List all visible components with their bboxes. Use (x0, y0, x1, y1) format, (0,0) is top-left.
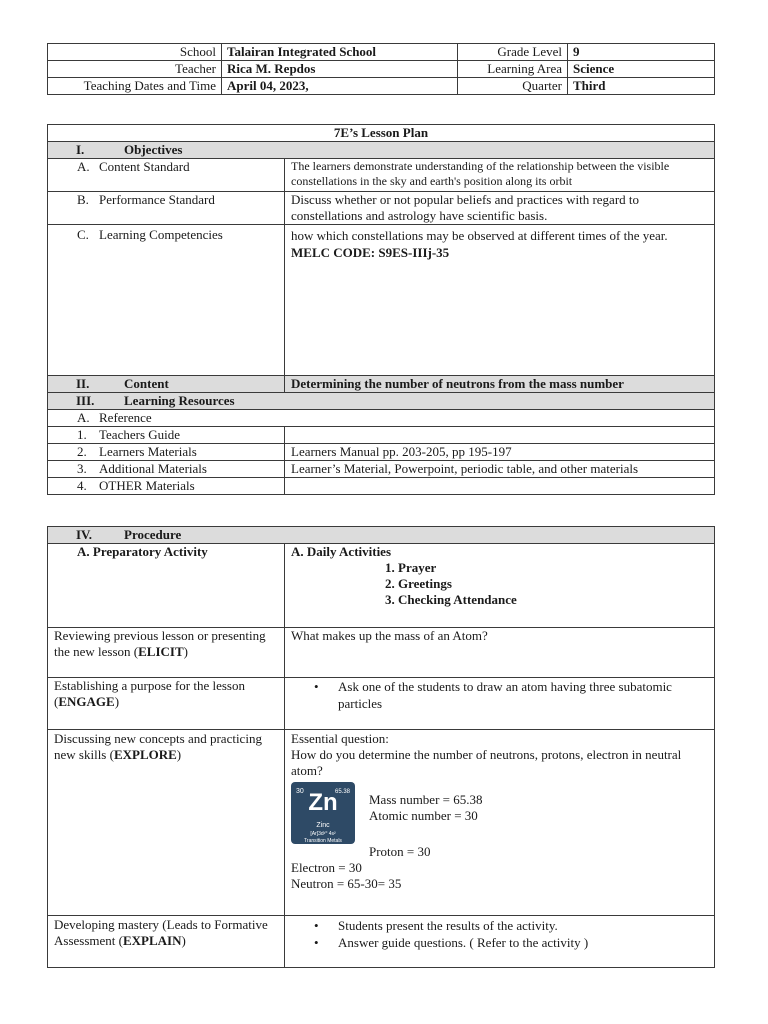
school-value: Talairan Integrated School (222, 44, 458, 61)
learners-materials-label (48, 444, 285, 461)
explore-cell (285, 730, 715, 916)
elicit-text: Reviewing previous lesson or presenting the new lesson ( (54, 628, 266, 659)
reference-text: Reference (99, 410, 152, 425)
list-item: 1. Prayer (385, 560, 437, 575)
content-row (48, 376, 715, 393)
reference-label (48, 410, 715, 427)
procedure-num: IV. (76, 527, 93, 542)
explain-close: ) (181, 933, 186, 948)
tile-atomic-mass: 65.38 (334, 789, 350, 795)
teaching-dates-label: Teaching Dates and Time (48, 78, 222, 95)
elicit-value: What makes up the mass of an Atom? (285, 628, 715, 678)
teacher-value: Rica M. Repdos (222, 61, 458, 78)
grade-level-value: 9 (568, 44, 715, 61)
teacher-label: Teacher (48, 61, 222, 78)
essential-question-label: Essential question: (291, 731, 389, 746)
atomic-number: Atomic number = 30 (369, 808, 478, 823)
quarter-value: Third (568, 78, 715, 95)
objectives-label: Objectives (124, 142, 183, 157)
explain-text: Developing mastery (Leads to Formative Assessment ( (54, 917, 268, 948)
elicit-row (48, 628, 715, 678)
other-materials-row (48, 478, 715, 495)
tile-group: Transition Metals (304, 838, 342, 844)
content-value: Determining the number of neutrons from the mass number (285, 376, 715, 393)
lesson-plan-table (47, 124, 715, 495)
content-label: Content (124, 376, 169, 391)
tile-name: Zinc (316, 822, 330, 829)
content-heading (48, 376, 285, 393)
competencies-label (48, 225, 285, 376)
list-item: 2. Greetings (385, 576, 452, 591)
procedure-table (47, 526, 715, 968)
other-materials-label (48, 478, 285, 495)
objectives-row (48, 142, 715, 159)
engage-close: ) (114, 694, 120, 709)
other-materials-text: OTHER Materials (99, 478, 195, 493)
objectives-heading (48, 142, 715, 159)
content-standard-value: The learners demonstrate understanding of the relationship between the visible constellations in the sky and earth's position along its orbit (285, 159, 715, 192)
zinc-block (291, 782, 708, 844)
engage-cell (285, 678, 715, 730)
elicit-tag: ELICIT (138, 644, 184, 659)
other-materials-value (285, 478, 715, 495)
performance-standard-text: Performance Standard (99, 192, 215, 207)
objectives-num: I. (76, 142, 85, 157)
procedure-heading (48, 527, 715, 544)
preparatory-row (48, 544, 715, 628)
explore-close: ) (176, 747, 182, 762)
additional-materials-num: 3. (77, 461, 87, 476)
essential-question: How do you determine the number of neutrons, protons, electron in neutral atom? (291, 747, 682, 778)
content-standard-label (48, 159, 285, 192)
competencies-text: Learning Competencies (99, 227, 223, 242)
competencies-value: how which constellations may be observed at different times of the year. (291, 228, 668, 243)
additional-materials-text: Additional Materials (99, 461, 207, 476)
procedure-label: Procedure (124, 527, 182, 542)
mass-number: Mass number = 65.38 (369, 792, 483, 807)
teachers-guide-row (48, 427, 715, 444)
header-row-teacher (48, 61, 715, 78)
explain-cell (285, 916, 715, 968)
explain-row (48, 916, 715, 968)
resources-row (48, 393, 715, 410)
tile-atomic-number: 30 (296, 788, 304, 795)
header-table (47, 43, 715, 95)
explore-label (48, 730, 285, 916)
zinc-element-tile (291, 782, 355, 844)
list-item: 3. Checking Attendance (385, 592, 517, 607)
other-materials-num: 4. (77, 478, 87, 493)
melc-code: MELC CODE: S9ES-IIIj-35 (291, 245, 450, 260)
reference-num: A. (77, 410, 90, 425)
list-item: • Answer guide questions. ( Refer to the activity ) (338, 934, 708, 951)
explain-list (291, 917, 708, 951)
explore-text: Discussing new concepts and practicing new skills ( (54, 731, 262, 762)
tile-symbol: Zn (308, 789, 338, 816)
list-item: • Students present the results of the activity. (338, 917, 708, 934)
electron-count: Electron = 30 (291, 860, 362, 875)
teachers-guide-num: 1. (77, 427, 87, 442)
school-label: School (48, 44, 222, 61)
content-standard-text: Content Standard (99, 159, 190, 174)
content-standard-row (48, 159, 715, 192)
teaching-dates-value: April 04, 2023, (222, 78, 458, 95)
explain-label (48, 916, 285, 968)
performance-standard-value: Discuss whether or not popular beliefs and practices with regard to constellations and astrology have scientific basis. (285, 192, 715, 225)
header-row-dates (48, 78, 715, 95)
engage-row (48, 678, 715, 730)
performance-standard-label (48, 192, 285, 225)
zinc-values (355, 782, 483, 824)
engage-label (48, 678, 285, 730)
neutron-count: Neutron = 65-30= 35 (291, 876, 402, 891)
elicit-close: ) (183, 644, 188, 659)
content-standard-num: A. (77, 159, 90, 174)
learners-materials-num: 2. (77, 444, 87, 459)
daily-activities-cell (285, 544, 715, 628)
explore-tag: EXPLORE (113, 747, 177, 762)
additional-materials-label (48, 461, 285, 478)
resources-heading (48, 393, 715, 410)
learners-materials-row (48, 444, 715, 461)
additional-materials-row (48, 461, 715, 478)
learning-area-value: Science (568, 61, 715, 78)
teachers-guide-text: Teachers Guide (99, 427, 181, 442)
plan-title: 7E’s Lesson Plan (48, 125, 715, 142)
reference-row (48, 410, 715, 427)
preparatory-label: A. Preparatory Activity (48, 544, 285, 628)
explore-row (48, 730, 715, 916)
engage-text: Establishing a purpose for the lesson ( (54, 678, 245, 709)
teachers-guide-label (48, 427, 285, 444)
list-item: • Ask one of the students to draw an atom having three subatomic particles (338, 678, 708, 712)
learning-area-label: Learning Area (458, 61, 568, 78)
content-num: II. (76, 376, 90, 391)
grade-level-label: Grade Level (458, 44, 568, 61)
daily-activities-list (291, 560, 708, 608)
proton-count: Proton = 30 (369, 844, 431, 859)
quarter-label: Quarter (458, 78, 568, 95)
procedure-heading-row (48, 527, 715, 544)
resources-num: III. (76, 393, 95, 408)
teachers-guide-value (285, 427, 715, 444)
tile-config: [Ar]3d¹⁰ 4s² (310, 831, 336, 837)
engage-tag: ENGAGE (58, 694, 115, 709)
additional-materials-value: Learner’s Material, Powerpoint, periodic table, and other materials (285, 461, 715, 478)
competencies-num: C. (77, 227, 89, 242)
learners-materials-value: Learners Manual pp. 203-205, pp 195-197 (285, 444, 715, 461)
elicit-label (48, 628, 285, 678)
header-row-school (48, 44, 715, 61)
engage-list (291, 678, 708, 712)
competencies-cell (285, 225, 715, 376)
performance-standard-num: B. (77, 192, 89, 207)
resources-label: Learning Resources (124, 393, 235, 408)
performance-standard-row (48, 192, 715, 225)
daily-activities-title: A. Daily Activities (291, 544, 392, 559)
learners-materials-text: Learners Materials (99, 444, 197, 459)
competencies-row (48, 225, 715, 376)
explain-tag: EXPLAIN (122, 933, 182, 948)
plan-title-row (48, 125, 715, 142)
